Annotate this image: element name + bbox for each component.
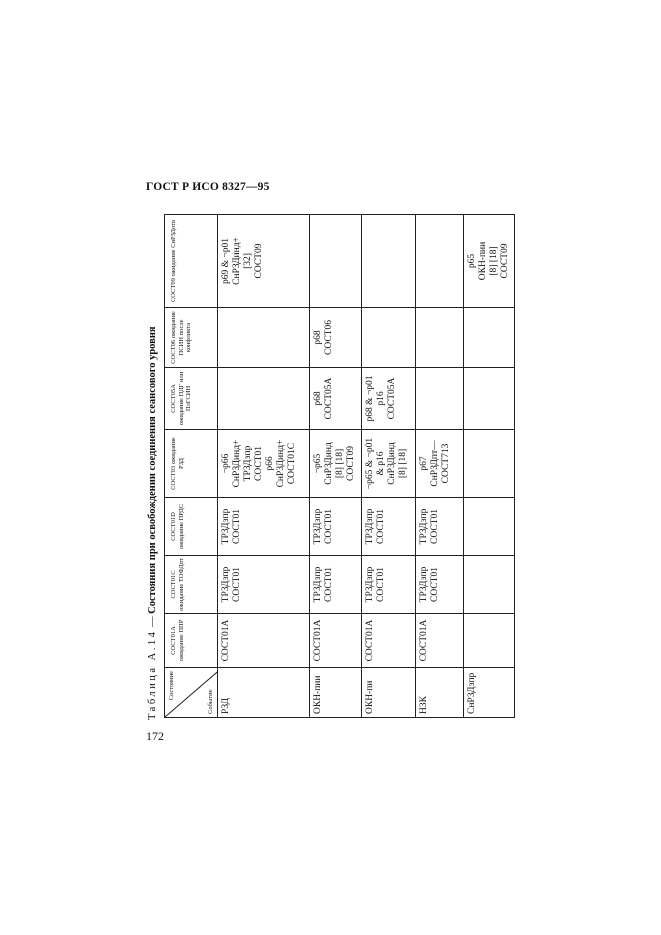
table-row [310, 215, 362, 718]
rotated-table-block [144, 212, 516, 720]
table-cell [464, 556, 515, 614]
table-cell: СОСТ01А [310, 614, 362, 668]
row-event: НЗК [416, 668, 464, 718]
corner-cell [165, 668, 218, 718]
table-cell [362, 215, 416, 308]
table-cell: ТРЗДзпр СОСТ01 [362, 498, 416, 556]
table-cell: p68 & ¬p01 p16 СОСТ05А [362, 368, 416, 430]
table-cell: ТРЗДзпр СОСТ01 [218, 556, 310, 614]
table-cell [416, 308, 464, 368]
table-cell: ТРЗДзпр СОСТ01 [310, 556, 362, 614]
corner-state-label: Состояние [168, 671, 175, 701]
table-cell [362, 308, 416, 368]
table-caption [144, 212, 162, 720]
table-cell: p68 СОСТ05А [310, 368, 362, 430]
table-cell: СОСТ01А [218, 614, 310, 668]
table-cell [416, 368, 464, 430]
column-header: СОСТ03 ожидание РЗД [165, 430, 218, 498]
table-cell: ТРЗДзпр СОСТ01 [310, 498, 362, 556]
table-cell: ¬p65 & ¬p01 & p16 СнРЗДинд [8] [18] [362, 430, 416, 498]
table-cell [218, 308, 310, 368]
column-header: СОСТ01С ожидание ТОФДпт [165, 556, 218, 614]
table-cell [464, 430, 515, 498]
table-caption-dash: — [147, 613, 158, 630]
column-header: СОСТ01D ожидание ПРДС [165, 498, 218, 556]
table-cell: p69 & ¬p01 СнРЗДинд+ [32] СОСТ09 [218, 215, 310, 308]
table-cell: ТРЗДзпр СОСТ01 [416, 498, 464, 556]
table-cell: p65 ОКН-пии [8] [18] СОСТ09 [464, 215, 515, 308]
table-cell: ТРЗДзпр СОСТ01 [218, 498, 310, 556]
corner-event-label: Событие [206, 689, 214, 714]
column-header: СОСТ06 ожидание ПСИН после конфликта [165, 308, 218, 368]
table-cell: СОСТ01А [416, 614, 464, 668]
table-cell: ¬p65 СнРЗДинд [8] [18] СОСТ09 [310, 430, 362, 498]
table-caption-label: Таблица А.14 [147, 629, 158, 720]
table-cell: СОСТ01А [362, 614, 416, 668]
state-table [164, 214, 515, 718]
table-cell [218, 368, 310, 430]
table-cell [464, 308, 515, 368]
document-header: ГОСТ Р ИСО 8327—95 [146, 181, 270, 193]
table-cell: p67 СнРЗДпт— СОСТ713 [416, 430, 464, 498]
row-event: СнРЗДзпр [464, 668, 515, 718]
table-cell [416, 215, 464, 308]
table-row [218, 215, 310, 718]
table-cell [310, 215, 362, 308]
table-cell: ТРЗДзпр СОСТ01 [362, 556, 416, 614]
column-header: СОСТ05А ожидание ПДГ или ПлГСИН [165, 368, 218, 430]
table-cell [464, 498, 515, 556]
table-cell: p68 СОСТ06 [310, 308, 362, 368]
table-cell [464, 614, 515, 668]
table-header-row [165, 215, 218, 718]
table-cell [464, 368, 515, 430]
table-row [416, 215, 464, 718]
page-number: 172 [146, 729, 164, 743]
table-row [362, 215, 416, 718]
column-header: СОСТ09 ожидание СнРЗДотв [165, 215, 218, 308]
table-row [464, 215, 515, 718]
row-event: ОКН-пии [310, 668, 362, 718]
table-caption-title: Состояния при освобождении соединения сеансового уровня [147, 326, 158, 614]
column-header: СОСТ01А ожидание ППР [165, 614, 218, 668]
row-event: РЗД [218, 668, 310, 718]
table-cell: ТРЗДзпр СОСТ01 [416, 556, 464, 614]
table-cell: ¬p66 СнРЗДинд+ ТРЗДзпр СОСТ01 p66 СнРЗДинд+ СОСТ01С [218, 430, 310, 498]
row-event: ОКН-пи [362, 668, 416, 718]
